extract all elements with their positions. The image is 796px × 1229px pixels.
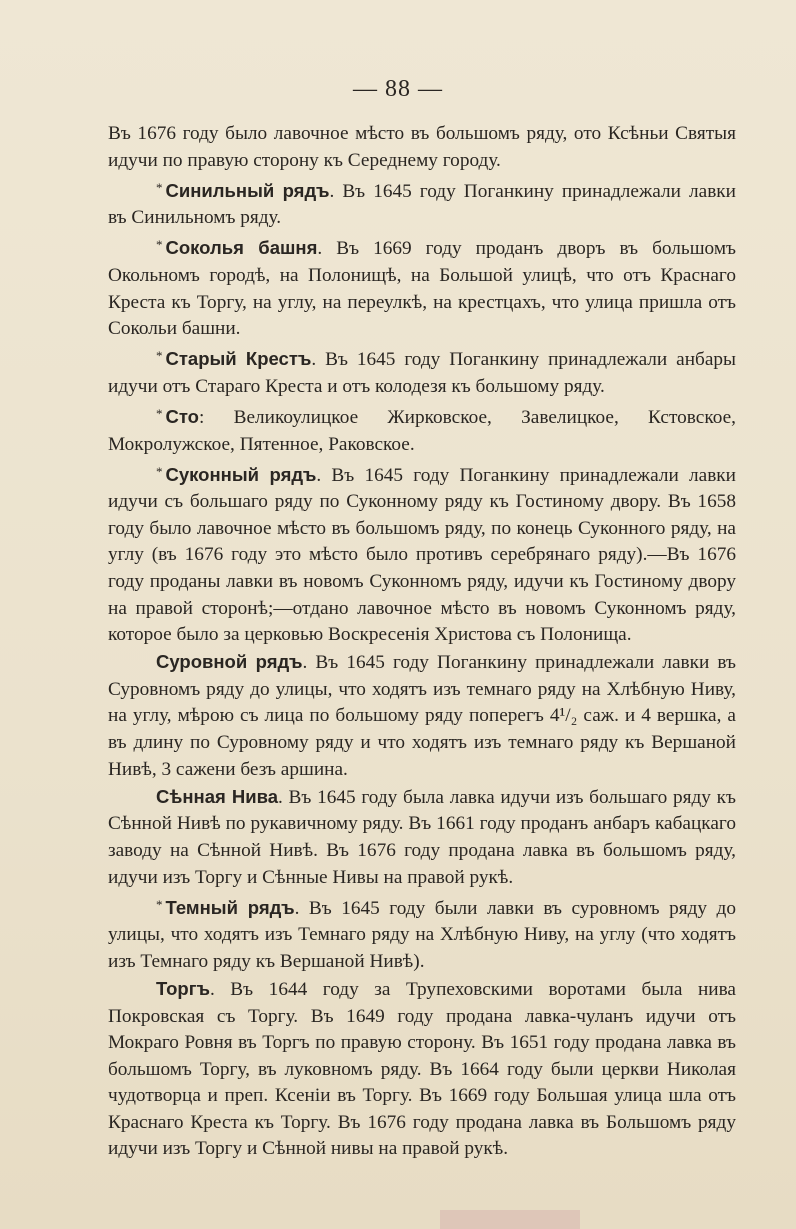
- asterisk-mark: *: [156, 896, 163, 912]
- asterisk-mark: *: [156, 179, 163, 195]
- entry-sokolya-bashnya: [108, 232, 736, 342]
- entry-surovnoy-ryad: [108, 649, 736, 783]
- entry-term: Суровной рядъ: [156, 651, 303, 673]
- asterisk-mark: *: [156, 463, 163, 479]
- entry-sinilny-ryad: [108, 175, 736, 232]
- entry-sukonny-ryad: [108, 459, 736, 649]
- entry-term: Соколья башня: [165, 237, 318, 259]
- entry-term: Темный рядъ: [165, 896, 295, 918]
- entry-term: Сѣнная Нива: [156, 785, 278, 807]
- entry-term: Синильный рядъ: [165, 179, 330, 201]
- entry-term: Суконный рядъ: [165, 463, 317, 485]
- entry-text: . Въ 1645 году были лавки въ суровномъ ряду до улицы, что ходятъ изъ Темнаго ряду на Хлѣбную Ниву, на углу (что ходятъ изъ Темнаго ряду къ Вершаной Нивѣ).: [108, 897, 736, 972]
- asterisk-mark: *: [156, 405, 163, 421]
- entry-term: Торгъ: [156, 977, 210, 999]
- paper-stain: [440, 1210, 580, 1229]
- entry-term: Сто: [165, 405, 199, 427]
- entry-text: . Въ 1645 году была лавка идучи изъ большаго ряду къ Сѣнной Нивѣ по рукавичному ряду. Въ 1661 году проданъ анбаръ кабацкаго заводу на Сѣнной Нивѣ. Въ 1676 году продана лавка въ большомъ ряду, идучи изъ Торгу и Сѣнные Нивы на правой рукѣ.: [108, 786, 736, 888]
- entry-torg: [108, 976, 736, 1163]
- entry-sto: [108, 401, 736, 458]
- entry-text: . Въ 1644 году за Трупеховскими воротами была нива Покровская съ Торгу. Въ 1649 году продана лавка-чуланъ идучи отъ Мокраго Ровня въ Торгъ по правую сторону. Въ 1651 году продана лавка въ большомъ Торгу, въ луковномъ ряду. Въ 1664 году были церкви Николая чудотворца и преп. Ксеніи въ Торгу. Въ 1669 году Большая улица шла отъ Краснаго Креста къ Торгу. Въ 1676 году продана лавка въ Большомъ ряду идучи изъ Торгу и Сѣнной нивы на правой рукѣ.: [108, 978, 736, 1160]
- entry-text: . Въ 1645 году Поганкину принадлежали лавки идучи съ большаго ряду по Суконному ряду къ Гостиному двору. Въ 1658 году было лавочное мѣсто въ большомъ ряду, по конець Суконного ряду, на углу (въ 1676 году это мѣсто было противъ серебрянаго ряду).—Въ 1676 году проданы лавки въ новомъ Суконномъ ряду, идучи къ Гостиному двору на правой сторонѣ;—отдано лавочное мѣсто въ новомъ Суконномъ ряду, которое было за церковью Воскресенія Христова съ Полонища.: [108, 464, 736, 646]
- page-number: — 88 —: [353, 76, 443, 102]
- entry-text: . Въ 1645 году Поганкину принадлежали анбары идучи отъ Стараго Креста и отъ колодезя къ большому ряду.: [108, 349, 736, 397]
- paragraph-1: [108, 121, 736, 174]
- entry-stary-krest: [108, 343, 736, 400]
- paragraph-text: Въ 1676 году было лавочное мѣсто въ большомъ ряду, ото Ксѣньи Святыя идучи по правую сторону къ Середнему городу.: [108, 123, 736, 171]
- entry-temny-ryad: [108, 892, 736, 976]
- asterisk-mark: *: [156, 348, 163, 364]
- entry-text: . Въ 1645 году Поганкину принадлежали лавки въ Синильномъ ряду.: [108, 180, 736, 229]
- entry-text: : Великоулицкое Жирковское, Завелицкое, Кстовское, Мокролужское, Пятенное, Раковское.: [108, 406, 736, 455]
- entry-sennaya-niva: [108, 784, 736, 891]
- entry-text: . Въ 1669 году проданъ дворъ въ большомъ Окольномъ городѣ, на Полонищѣ, на Большой улицѣ, что отъ Краснаго Креста къ Торгу, на углу, на переулкѣ, на крестцахъ, что улица пришла отъ Сокольи башни.: [108, 238, 736, 340]
- asterisk-mark: *: [156, 237, 163, 253]
- entry-term: Старый Крестъ: [165, 348, 312, 370]
- entry-text: . Въ 1645 году Поганкину принадлежали лавки въ Суровномъ ряду до улицы, что ходятъ изъ темнаго ряду на Хлѣбную Ниву, на углу, мѣрою съ лица по большому ряду поперегъ 4¹/₂ саж. и 4 вершка, а въ длину по Суровному ряду и что ходятъ изъ темнаго ряду къ Вершаной Нивѣ, 3 сажени безъ аршина.: [108, 652, 736, 780]
- page-body: [108, 121, 736, 1164]
